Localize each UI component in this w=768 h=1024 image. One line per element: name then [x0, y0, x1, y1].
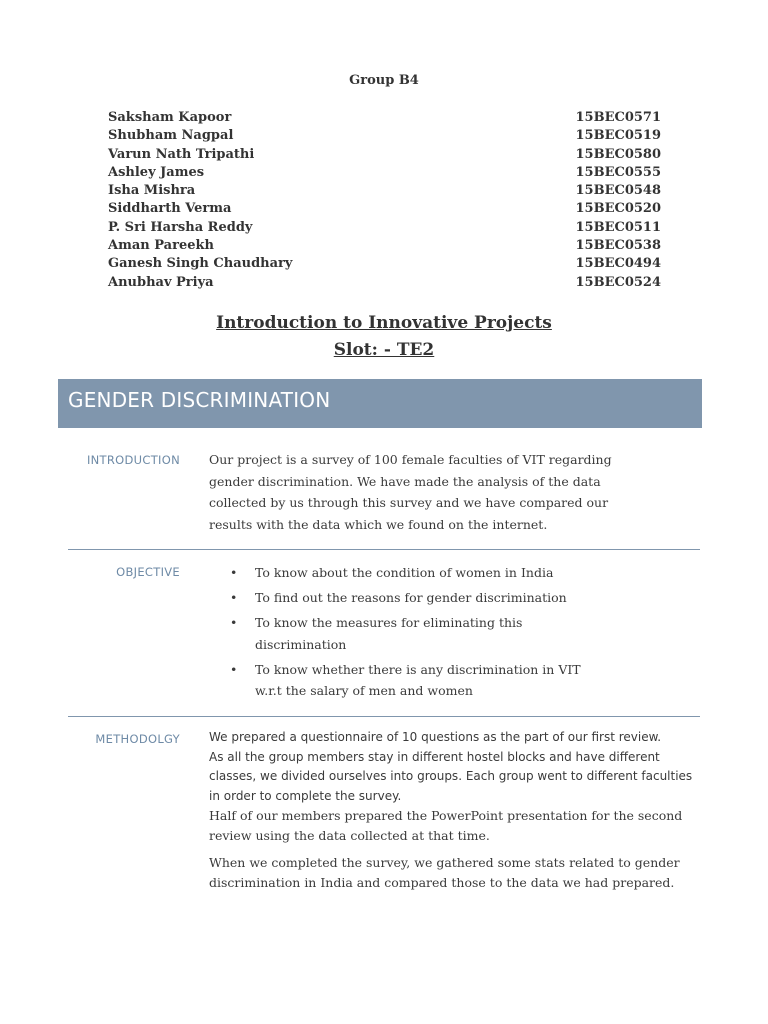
member-row: [108, 255, 661, 273]
member-name: Saksham Kapoor: [108, 110, 232, 125]
text-line: Our project is a survey of 100 female faculties of VIT regarding: [209, 452, 612, 467]
methodology-label: METHODOLGY: [95, 732, 180, 746]
objective-list: [230, 562, 600, 705]
member-name: Anubhav Priya: [108, 274, 214, 290]
methodology-paragraph: [209, 728, 709, 748]
list-item: [230, 659, 600, 702]
member-id: 15BEC0580: [575, 146, 661, 162]
text-line: • To know whether there is any discrimination in VIT: [255, 661, 581, 677]
text-line: As all the group members stay in different hostel blocks and have different: [209, 749, 660, 764]
member-id: 15BEC0538: [575, 238, 661, 254]
introduction-text: [209, 449, 649, 535]
member-name: Siddharth Verma: [108, 201, 232, 217]
text-line: classes, we divided ourselves into groups. Each group went to different faculties: [209, 769, 693, 783]
member-id: 15BEC0519: [575, 128, 661, 144]
text-line: • To know about the condition of women in India: [255, 565, 554, 580]
section-divider: [68, 549, 700, 550]
text-line: When we completed the survey, we gathered some stats related to gender: [209, 855, 680, 870]
member-row: [108, 200, 661, 218]
member-row: [108, 146, 661, 164]
text-line: in order to complete the survey.: [209, 788, 402, 803]
member-row: [108, 219, 661, 237]
member-name: Aman Pareekh: [108, 238, 214, 254]
text-line: • To find out the reasons for gender discrimination: [255, 590, 567, 605]
methodology-text: [209, 728, 709, 892]
text-line: gender discrimination. We have made the analysis of the data: [209, 473, 601, 489]
text-line: discrimination: [255, 636, 347, 652]
member-id: 15BEC0555: [575, 164, 661, 180]
member-name: Isha Mishra: [108, 183, 196, 199]
member-name: Varun Nath Tripathi: [108, 146, 255, 162]
slot-label: Slot: - TE2: [333, 340, 435, 360]
text-line: collected by us through this survey and we have compared our: [209, 495, 609, 510]
section-divider: [68, 716, 700, 717]
member-name: Ashley James: [108, 164, 205, 180]
introduction-label: INTRODUCTION: [86, 453, 180, 467]
text-line: Half of our members prepared the PowerPoint presentation for the second: [209, 808, 683, 823]
member-row: [108, 127, 661, 145]
list-item: [230, 612, 600, 655]
section-banner: GENDER DISCRIMINATION: [58, 379, 702, 428]
text-line: discrimination in India and compared those to the data we had prepared.: [209, 874, 675, 890]
methodology-paragraph: [209, 748, 709, 807]
member-name: Ganesh Singh Chaudhary: [108, 256, 293, 272]
list-item: [230, 587, 600, 609]
member-row: [108, 182, 661, 200]
member-row: [108, 274, 661, 292]
member-id: 15BEC0494: [575, 256, 661, 272]
objective-label: OBJECTIVE: [116, 565, 180, 579]
member-list: [108, 109, 661, 292]
member-id: 15BEC0571: [575, 110, 661, 125]
course-title: Introduction to Innovative Projects: [216, 313, 552, 333]
member-id: 15BEC0548: [575, 183, 661, 199]
text-line: We prepared a questionnaire of 10 questions as the part of our first review.: [209, 730, 662, 744]
text-line: w.r.t the salary of men and women: [255, 683, 473, 698]
list-item: [230, 562, 600, 584]
text-line: review using the data collected at that time.: [209, 827, 490, 843]
methodology-paragraph: [209, 853, 709, 892]
text-line: results with the data which we found on the internet.: [209, 516, 548, 532]
member-name: P. Sri Harsha Reddy: [108, 219, 253, 235]
member-id: 15BEC0524: [575, 274, 661, 290]
member-row: [108, 109, 661, 127]
member-row: [108, 164, 661, 182]
member-name: Shubham Nagpal: [108, 128, 234, 144]
member-id: 15BEC0511: [575, 219, 661, 235]
methodology-paragraph: [209, 806, 709, 845]
text-line: • To know the measures for eliminating this: [255, 615, 523, 630]
member-id: 15BEC0520: [575, 201, 661, 217]
member-row: [108, 237, 661, 255]
group-title: Group B4: [349, 73, 419, 88]
